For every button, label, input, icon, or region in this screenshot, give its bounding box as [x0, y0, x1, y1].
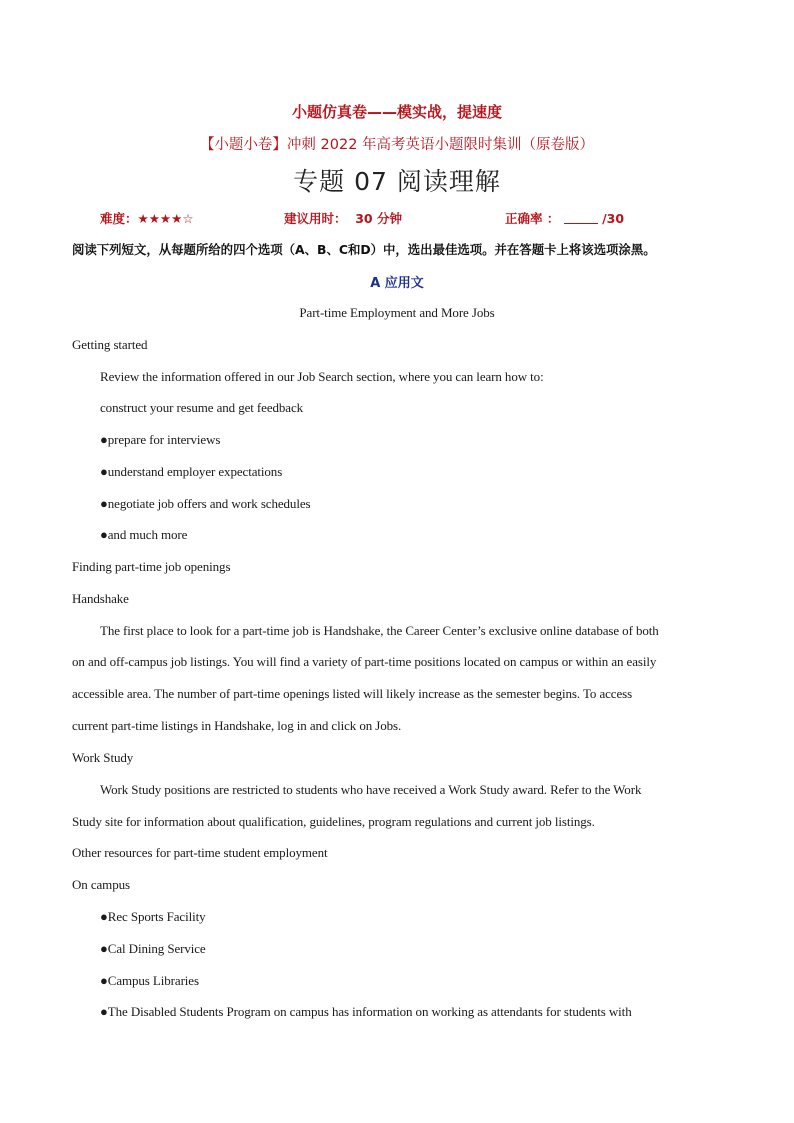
- difficulty-label: 难度：: [100, 211, 138, 226]
- bullet-item: ●Cal Dining Service: [100, 941, 206, 956]
- passage-line: on and off-campus job listings. You will find a variety of part-time positions located on campus or within an easily: [72, 654, 657, 669]
- bullet-item: ●negotiate job offers and work schedules: [100, 496, 311, 511]
- passage-line: Study site for information about qualification, guidelines, program regulations and current job listings.: [72, 814, 595, 829]
- header-subtitle: 【小题小卷】冲刺 2022 年高考英语小题限时集训（原卷版）: [199, 137, 595, 153]
- bullet-item: ●prepare for interviews: [100, 432, 221, 447]
- accuracy-total: /30: [602, 211, 625, 226]
- passage-line: accessible area. The number of part-time openings listed will likely increase as the semester begins. To access: [72, 686, 633, 701]
- accuracy-blank[interactable]: [564, 211, 598, 224]
- passage-line: Handshake: [72, 591, 129, 606]
- header-title: 小题仿真卷——模实战，提速度: [291, 103, 502, 121]
- passage-line: Getting started: [72, 337, 148, 352]
- accuracy-label: 正确率 ：: [505, 211, 560, 226]
- section-label: A 应用文: [370, 276, 424, 291]
- difficulty-stars: ★★★★☆: [137, 211, 194, 226]
- passage-line: Work Study: [72, 750, 134, 765]
- passage-line: construct your resume and get feedback: [100, 400, 304, 415]
- difficulty: [100, 209, 194, 227]
- bullet-item: ●Rec Sports Facility: [100, 909, 206, 924]
- passage-line: current part-time listings in Handshake, log in and click on Jobs.: [72, 718, 402, 733]
- passage-line: Review the information offered in our Job Search section, where you can learn how to:: [100, 369, 544, 384]
- suggested-time: [284, 209, 402, 227]
- bullet-item: ●and much more: [100, 527, 188, 542]
- bullet-item: ●The Disabled Students Program on campus has information on working as attendants for students with: [100, 1004, 632, 1019]
- bullet-item: ●understand employer expectations: [100, 464, 283, 479]
- accuracy: [505, 209, 624, 227]
- instructions: 阅读下列短文，从每题所给的四个选项（A、B、C和D）中，选出最佳选项。并在答题卡上将该选项涂黑。: [72, 242, 656, 257]
- passage-line: Work Study positions are restricted to students who have received a Work Study award. Refer to the Work: [100, 782, 642, 797]
- passage-line: On campus: [72, 877, 130, 892]
- passage-title: Part-time Employment and More Jobs: [299, 305, 495, 320]
- topic-title: 专题 07 阅读理解: [293, 167, 501, 196]
- passage-line: The first place to look for a part-time job is Handshake, the Career Center’s exclusive online database of both: [100, 623, 659, 638]
- passage-line: Other resources for part-time student employment: [72, 845, 328, 860]
- bullet-item: ●Campus Libraries: [100, 973, 199, 988]
- time-value: 30 分钟: [355, 211, 402, 226]
- passage-line: Finding part-time job openings: [72, 559, 231, 574]
- time-label: 建议用时：: [284, 211, 347, 226]
